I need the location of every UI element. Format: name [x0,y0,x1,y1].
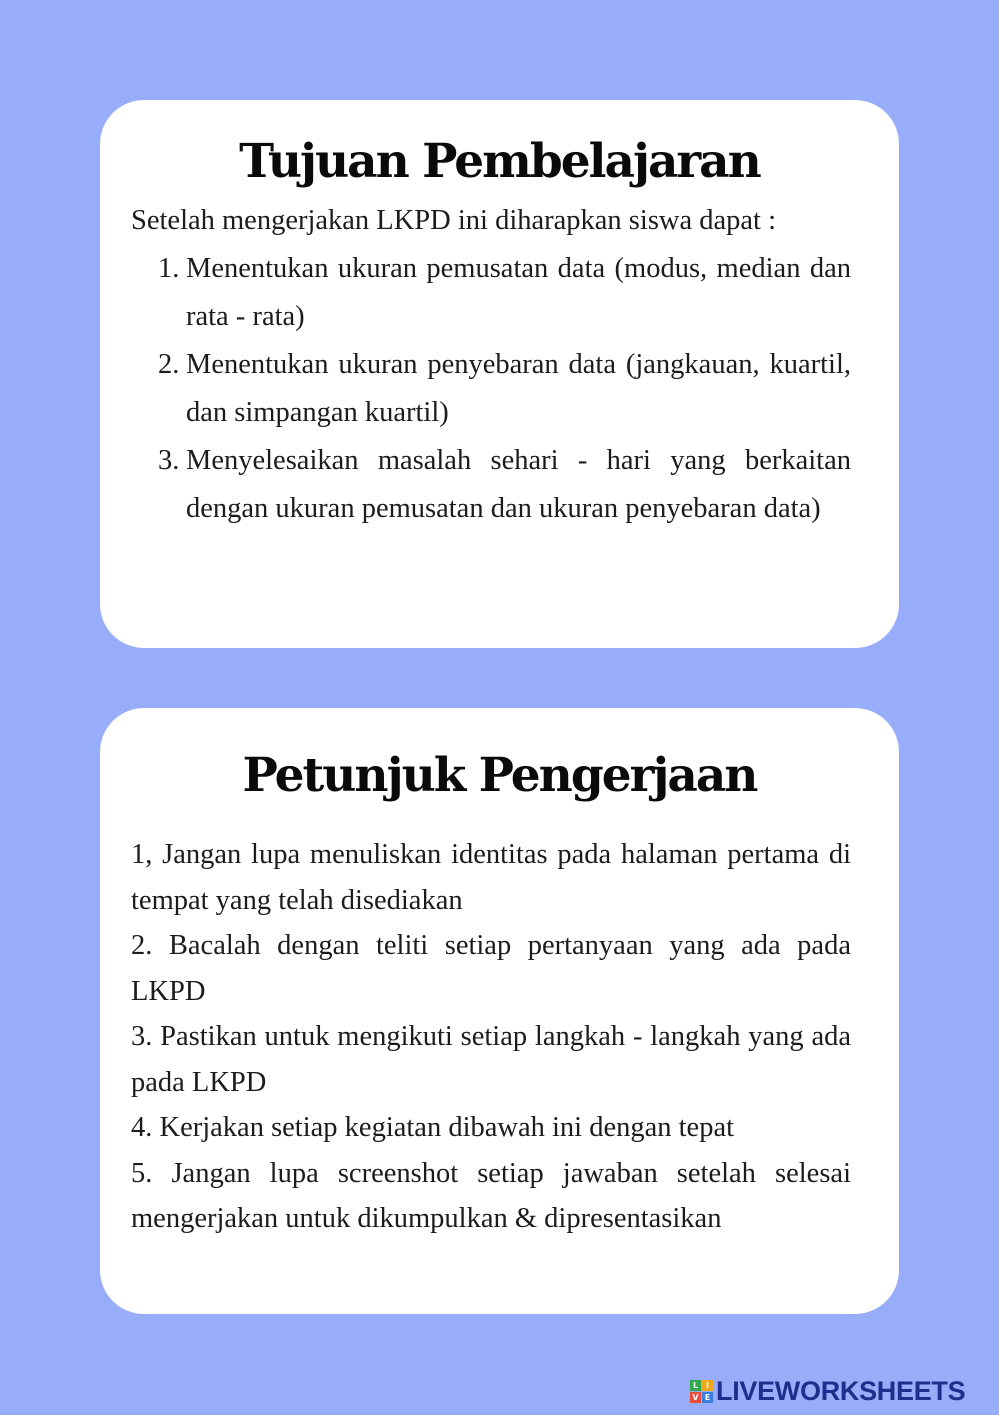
liveworksheets-logo[interactable] [690,1374,965,1408]
logo-icon-tile: L [690,1380,701,1391]
instructions-title: Petunjuk Pengerjaan [242,748,757,803]
objective-number: 3. [158,445,180,476]
objective-text: Menentukan ukuran pemusatan data (modus, median dan rata - rata) [186,253,851,332]
liveworksheets-logo-text: LIVEWORKSHEETS [716,1375,966,1406]
instruction-item: 4. Kerjakan setiap kegiatan dibawah ini dengan tepat [131,1112,735,1143]
learning-objectives-title: Tujuan Pembelajaran [239,134,760,189]
logo-icon-tile: V [690,1392,701,1403]
instruction-item: 3. Pastikan untuk mengikuti setiap langkah - langkah yang ada pada LKPD [131,1021,851,1098]
objectives-intro: Setelah mengerjakan LKPD ini diharapkan siswa dapat : [131,205,777,236]
objectives-list [131,245,851,533]
instruction-item: 5. Jangan lupa screenshot setiap jawaban setelah selesai mengerjakan untuk dikumpulkan & dipresentasikan [131,1157,851,1234]
instructions-body [131,832,851,1242]
instructions-card [100,708,899,1314]
objective-text: Menyelesaikan masalah sehari - hari yang berkaitan dengan ukuran pemusatan dan ukuran penyebaran data) [186,445,851,524]
instruction-item: 2. Bacalah dengan teliti setiap pertanyaan yang ada pada LKPD [131,930,851,1007]
liveworksheets-logo-icon [690,1380,713,1403]
learning-objectives-card [100,100,899,648]
learning-objectives-body [131,197,851,533]
objective-item [131,245,851,341]
objective-text: Menentukan ukuran penyebaran data (jangkauan, kuartil, dan simpangan kuartil) [186,349,851,428]
objective-item [131,437,851,533]
instruction-item: 1, Jangan lupa menuliskan identitas pada halaman pertama di tempat yang telah disediakan [131,839,851,916]
logo-icon-tile: I [702,1380,713,1391]
logo-icon-tile: E [702,1392,713,1403]
objective-item [131,341,851,437]
objective-number: 2. [158,349,180,380]
objective-number: 1. [158,253,180,284]
